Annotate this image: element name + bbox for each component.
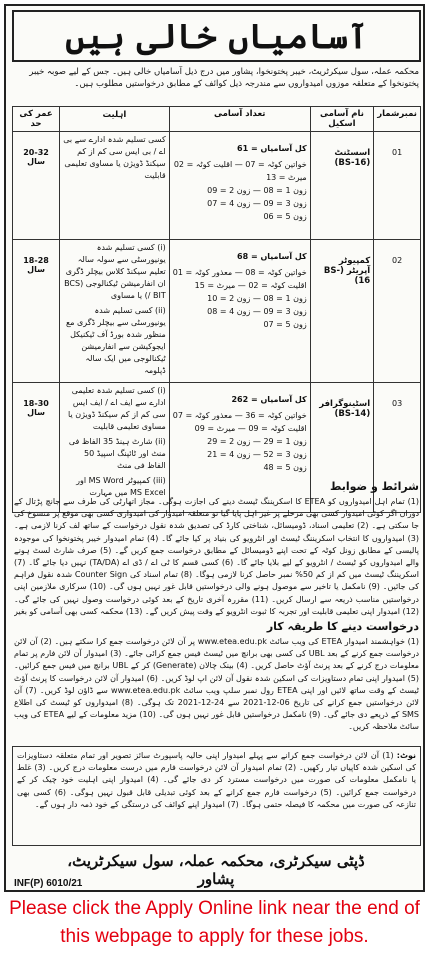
row-number: 01 (392, 148, 403, 157)
post-total: کل آسامیاں = 61 (237, 144, 307, 153)
zone-line: زون 5 = 07 (263, 320, 307, 329)
table-row (13, 240, 421, 383)
apply-method-text: (1) خواہشمند امیدوار ETEA کی ویب سائٹ www.etea.edu.pk پر آن لائن درخواست جمع کرا سکتے ہیں۔ (2) آن لائن درخواست جمع کرنے کے بعد UBL کی کسی بھی برانچ میں ٹیسٹ فیس جمع کرائی جائے۔ (3) امیدوار آن لائن فارم پر تمام معلومات درج کرنے کے بعد پرنٹ آؤٹ حاصل کریں۔ (4) بینک چالان (Generate) کر کے UBL برانچ میں فیس جمع کرائیں۔ (5) امیدوار اپنی تمام دستاویزات کی اسکین شدہ نقول آن لائن اپ لوڈ کریں۔ (6) امیدوار آن لائن درخواست کا پرنٹ آؤٹ ٹیسٹ کے وقت ساتھ لائیں اور اپنی ETEA رول نمبر سلپ ویب سائٹ www.etea.edu.pk سے ڈاؤن لوڈ کریں۔ (7) آن لائن درخواستیں جمع کرانے کی تاریخ 06-12-2021 سے 24-12-2021 تک ہوگی۔ (8) امیدواروں کو ٹیسٹ کی اطلاع SMS کے ذریعے دی جائے گی۔ (9) نامکمل درخواستیں قابل غور نہیں ہوں گی۔ (10) مزید معلومات کے لیے ETEA کی ویب سائٹ ملاحظہ کریں۔ (14, 637, 419, 732)
apply-method-title: درخواست دینے کا طریقہ کار (266, 620, 419, 633)
qualification-line: (ii) کسی تسلیم شدہ یونیورسٹی سے بیچلر ڈگری مع منظور شدہ بورڈ آف ٹیکنیکل ایجوکیشن سے انفارمیشن ٹیکنالوجی میں ایک سالہ ڈپلومہ (65, 306, 166, 375)
header-count: تعداد آسامی (169, 107, 310, 132)
qualification-line: (ii) شارٹ ہینڈ 35 الفاظ فی منٹ اور ٹائپنگ اسپیڈ 50 الفاظ فی منٹ (68, 437, 166, 470)
table-header-row (13, 107, 421, 132)
intro-text: محکمہ عملہ، سول سیکرٹریٹ، خیبر پختونخوا، پشاور میں درج ذیل آسامیاں خالی ہیں۔ جس کے لیے صوبہ خیبر پختونخوا کے متعلقہ موزوں امیدواروں سے مندرجہ ذیل کوائف کے مطابق درخواستیں مطلوب ہیں۔ (29, 67, 419, 89)
quota-line: اقلیت کوٹہ = 09 — میرٹ = 09 (194, 424, 307, 433)
reference-number: INF(P) 6010/21 (14, 878, 83, 889)
headline: آسامیاں خالی ہیں (12, 10, 421, 62)
quota-line: میرٹ = 13 (266, 173, 307, 182)
qualification-line: (i) کسی تسلیم شدہ تعلیمی ادارے سے ایف اے / ایف ایس سی کم از کم سیکنڈ ڈویژن یا مساوی تعلیمی قابلیت (68, 386, 166, 431)
note-label: نوٹ: (396, 751, 417, 760)
zone-line: زون 3 = 52 — زون 4 = 21 (207, 450, 307, 459)
zone-line: زون 1 = 29 — زون 2 = 29 (207, 437, 307, 446)
zone-line: زون 1 = 08 — زون 2 = 09 (207, 186, 307, 195)
post-name: اسسٹنٹ (BS-16) (334, 148, 371, 168)
quota-line: خواتین کوٹہ = 36 — معذور کوٹہ = 07 (172, 411, 307, 420)
age-limit: 18-30 سال (23, 399, 49, 417)
zone-line: زون 5 = 48 (263, 463, 307, 472)
zone-line: زون 1 = 08 — زون 2 = 10 (207, 294, 307, 303)
zone-line: زون 5 = 06 (263, 212, 307, 221)
header-age: عمر کی حد (13, 107, 60, 132)
table-row (13, 132, 421, 240)
post-total: کل آسامیاں = 262 (231, 395, 307, 404)
age-limit: 18-28 سال (23, 256, 49, 274)
signature: ڈپٹی سیکرٹری، محکمہ عملہ، سول سیکرٹریٹ، پشاور (67, 852, 365, 888)
qualification-line: کسی تسلیم شدہ ادارے سے بی اے / بی ایس سی کم از کم سیکنڈ ڈویژن یا مساوی تعلیمی قابلیت (63, 135, 166, 180)
header-no: نمبرشمار (374, 107, 421, 132)
post-name: کمپیوٹر آپریٹر (BS-16) (323, 256, 371, 286)
qualification-line: (iii) کمپیوٹر MS Word اور MS Excel میں مہارت (76, 476, 166, 497)
zone-line: زون 3 = 09 — زون 4 = 08 (207, 307, 307, 316)
quota-line: خواتین کوٹہ = 08 — معذور کوٹہ = 01 (172, 268, 307, 277)
note-box (12, 746, 421, 846)
qualification-line: (i) کسی تسلیم شدہ یونیورسٹی سے سولہ سالہ تعلیم سیکنڈ کلاس بیچلر ڈگری ان انفارمیشن ٹیکنالوجی (BCS / BIT) یا مساوی (64, 243, 166, 300)
row-number: 02 (392, 256, 403, 265)
post-total: کل آسامیاں = 68 (237, 252, 307, 261)
conditions-text: (1) تمام اہل امیدواروں کو ETEA کا اسکریننگ ٹیسٹ دینے کی اجازت ہوگی۔ مجاز اتھارٹی کی طرف سے جانچ پڑتال کے دوران اگر کوئی امیدوار کسی بھی مرحلے پر غیر اہل پایا گیا تو متعلقہ امیدوار کی امیدواری کسی بھی موقع پر منسوخ کی جا سکتی ہے۔ (2) تعلیمی اسناد، ڈومیسائل، شناختی کارڈ کی تصدیق شدہ نقول درخواست کے ساتھ لف کرنا لازمی ہے۔ (3) امیدواروں کا انتخاب اسکریننگ ٹیسٹ اور انٹرویو کی بنیاد پر کیا جائے گا۔ (4) تمام امیدوار خیبر پختونخوا کی موجودہ پالیسی کے مطابق زونل کوٹہ کے تحت اپنے ڈومیسائل کے مطابق درخواست جمع کریں گے۔ (5) صرف شارٹ لسٹ ہونے والے امیدواروں کو ٹیسٹ / انٹرویو کے لیے بلایا جائے گا۔ (6) کسی قسم کا ٹی اے / ڈی اے (TA/DA) نہیں دیا جائے گا۔ (7) اسکریننگ ٹیسٹ میں کم از کم 50% نمبر حاصل کرنا لازمی ہوگا۔ (8) تمام اسناد کی Counter Sign شدہ نقول فراہم کی جائیں۔ (9) نامکمل یا تاخیر سے موصول ہونے والی درخواستیں قابل غور نہیں ہوں گی۔ (10) سرکاری ملازمین اپنی درخواستیں مناسب ذریعہ سے ارسال کریں۔ (11) مقررہ آخری تاریخ کے بعد کوئی درخواست وصول نہیں کی جائے گی۔ (12) امیدوار اپنی تعلیمی قابلیت اور تجربہ کا ثبوت انٹرویو کے وقت پیش کریں گے۔ (13) محکمہ کسی بھی آسامی کو بغیر (14, 497, 419, 616)
header-qualification: اہلیت (60, 107, 170, 132)
quota-line: خواتین کوٹہ = 07 — اقلیت کوٹہ = 02 (173, 160, 307, 169)
post-name: اسٹینوگرافر (BS-14) (319, 399, 371, 419)
job-advertisement (4, 4, 425, 892)
row-number: 03 (392, 399, 403, 408)
header-name: نام آسامی اسکیل (310, 107, 374, 132)
quota-line: اقلیت کوٹہ = 02 — میرٹ = 15 (194, 281, 307, 290)
age-limit: 20-32 سال (23, 148, 49, 166)
conditions-title: شرائط و ضوابط (329, 480, 419, 493)
table-row (13, 383, 421, 513)
posts-table (12, 106, 421, 513)
note-text: (1) آن لائن درخواست جمع کرانے سے پہلے امیدوار اپنی حالیہ پاسپورٹ سائز تصویر اور تمام متعلقہ دستاویزات کی اسکین شدہ کاپیاں تیار رکھیں۔ (2) تمام امیدوار آن لائن درخواست فارم میں درست معلومات درج کریں۔ (3) غلط یا نامکمل معلومات کی صورت میں درخواست مسترد کر دی جائے گی۔ (4) امیدوار اپنی اہلیت خود چیک کر کے درخواست جمع کرائیں۔ (5) درخواست فارم جمع کرانے کے بعد کوئی تبدیلی قابل قبول نہیں ہوگی۔ (6) کسی بھی تنازعہ کی صورت میں محکمہ کا فیصلہ حتمی ہوگا۔ (7) امیدوار اپنے کوائف کی درستگی کے خود ذمہ دار ہوں گے۔ (17, 751, 417, 809)
apply-online-note: Please click the Apply Online link near the end of this webpage to apply for these jobs. (9, 898, 420, 947)
zone-line: زون 3 = 09 — زون 4 = 07 (207, 199, 307, 208)
